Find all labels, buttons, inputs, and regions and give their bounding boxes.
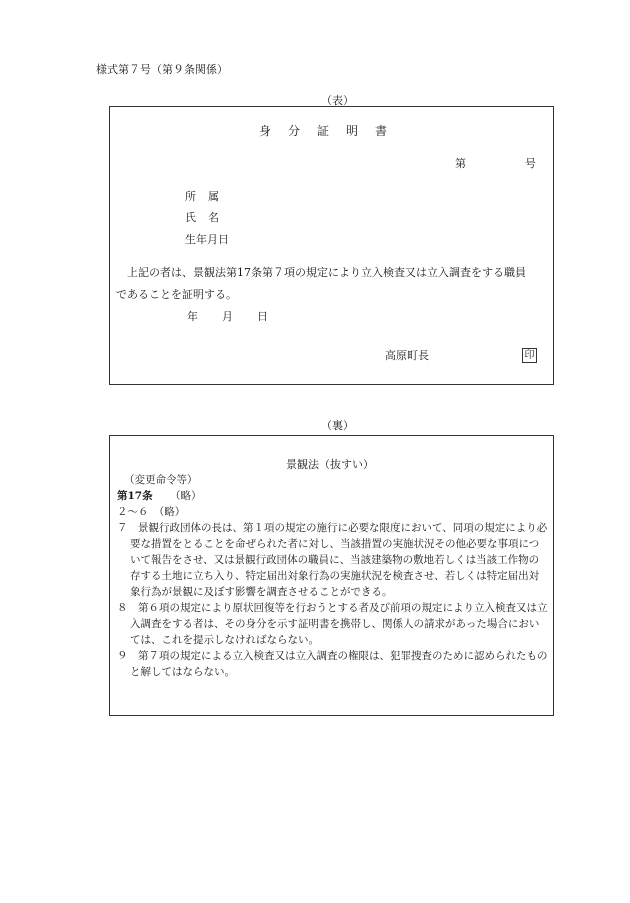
statement-line-2: であることを証明する。 [116,288,237,301]
paragraph-8: ８ 第６項の規定により原状回復等を行おうとする者及び前項の規定により立入検査又は立入調査をする者は、その身分を示す証明書を携帯し、関係人の請求があった場合においては、これを提示しなければならない。 [117,602,548,646]
field-birthdate: 生年月日 [185,233,229,246]
statement-line-1: 上記の者は、景観法第17条第７項の規定により立入検査又は立入調査をする職員 [127,266,526,279]
issuer: 高原町長 [385,349,429,362]
number-suffix: 号 [525,157,536,170]
seal-stamp: 印 [522,348,537,363]
field-name: 氏名 [185,211,231,224]
range-item: ２～６ （略） [117,506,186,518]
law-paragraphs [117,520,549,680]
back-side-label: （裏） [321,419,354,432]
article-omitted: （略） [169,490,202,502]
field-affiliation: 所属 [185,190,231,203]
paragraph-7: ７ 景観行政団体の長は、第１項の規定の施行に必要な限度において、同項の規定により必要な措置をとることを命ぜられた者に対し、当該措置の実施状況その他必要な事項について報告をさせ、又は景観行政団体の職員に、当該建築物の敷地若しくは当該工作物の存する土地に立ち入り、特定届出対象行為の実施状況を検査させ、若しくは特定届出対象行為が景観に及ぼす影響を調査させることができる。 [117,522,548,598]
paragraph-9: ９ 第７項の規定による立入検査又は立入調査の権限は、犯罪捜査のために認められたものと解してはならない。 [117,650,548,678]
card-title: 身分証明書 [259,124,405,138]
date-month: 月 [222,310,233,323]
article-number: 第17条 [117,490,153,502]
date-day: 日 [257,310,268,323]
date-year: 年 [187,310,198,323]
law-subheading: （変更命令等） [124,474,198,486]
article-17 [117,491,201,502]
form-number: 様式第７号（第９条関係） [96,63,228,76]
id-card-front [109,106,554,385]
number-prefix: 第 [455,157,466,170]
front-side-label: （表） [321,94,354,107]
law-heading: 景観法（抜すい） [286,458,374,471]
